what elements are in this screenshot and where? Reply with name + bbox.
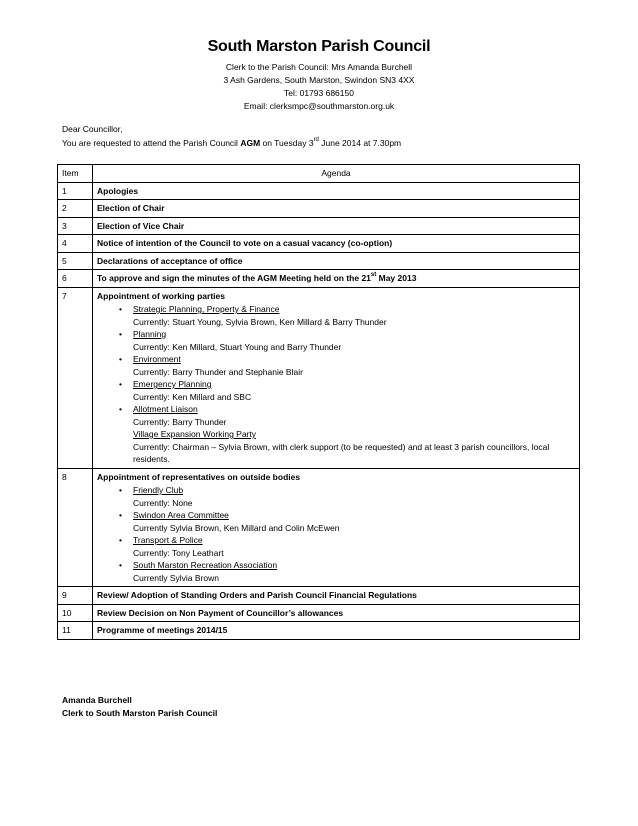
- letterhead: [0, 38, 638, 113]
- list-item: [97, 403, 575, 428]
- agenda-item: [93, 200, 580, 218]
- list-item-title: Strategic Planning, Property & Finance: [133, 304, 280, 314]
- list-item-detail: Currently: Ken Millard, Stuart Young and Barry Thunder: [133, 341, 342, 352]
- list-item: [97, 559, 575, 584]
- list-item-title: Emergency Planning: [133, 379, 212, 389]
- item-number: 2: [58, 200, 93, 218]
- item-number: 11: [58, 622, 93, 640]
- agenda-item: [93, 287, 580, 468]
- bullet-list: [97, 303, 575, 466]
- agenda-table: [57, 164, 580, 640]
- agenda-item: [93, 235, 580, 253]
- meeting-request: You are requested to attend the Parish Council AGM on Tuesday 3rd June 2014 at 7.30pm: [62, 137, 402, 148]
- bullet-icon: •: [119, 404, 122, 414]
- list-item: [97, 353, 575, 378]
- agenda-item-title: Election of Chair: [97, 203, 165, 213]
- item-number: 9: [58, 587, 93, 605]
- list-item-detail: Currently Sylvia Brown, Ken Millard and Colin McEwen: [133, 522, 340, 533]
- item-number: 1: [58, 182, 93, 200]
- agenda-item: [93, 587, 580, 605]
- signature-block: [62, 694, 217, 720]
- col-item-header: Item: [58, 165, 93, 183]
- item-number: 8: [58, 468, 93, 587]
- list-item: [97, 509, 575, 534]
- list-item-title: Environment: [133, 354, 181, 364]
- agenda-item-title: Programme of meetings 2014/15: [97, 625, 228, 635]
- item-number: 10: [58, 604, 93, 622]
- table-row: [58, 270, 580, 288]
- tel-line: Tel: 01793 686150: [284, 88, 354, 98]
- signature-role: Clerk to South Marston Parish Council: [62, 708, 218, 718]
- email-line: Email: clerksmpc@southmarston.org.uk: [243, 101, 395, 111]
- agenda-item: [93, 604, 580, 622]
- agenda-item-title: Notice of intention of the Council to vote on a casual vacancy (co-option): [97, 238, 393, 248]
- list-item: [97, 378, 575, 403]
- table-row: [58, 604, 580, 622]
- agenda-item-title: Appointment of representatives on outside bodies: [97, 471, 301, 482]
- item-number: 5: [58, 252, 93, 270]
- signature-name: Amanda Burchell: [62, 695, 132, 705]
- bullet-icon: •: [119, 560, 122, 570]
- agenda-item: [93, 468, 580, 587]
- list-item-detail: Currently Sylvia Brown: [133, 572, 219, 583]
- agenda-item-title: Election of Vice Chair: [97, 220, 185, 231]
- list-item-title: Swindon Area Committee: [133, 510, 229, 520]
- list-item-title: Friendly Club: [133, 485, 184, 495]
- agenda-body: [58, 182, 580, 639]
- agenda-item-title: Appointment of working parties: [97, 290, 225, 301]
- table-row: [58, 182, 580, 200]
- list-item: [97, 534, 575, 559]
- list-item-title: Planning: [133, 329, 167, 339]
- agenda-item-title: Declarations of acceptance of office: [97, 255, 243, 266]
- agenda-item: [93, 217, 580, 235]
- table-row: [58, 287, 580, 468]
- clerk-line: Clerk to the Parish Council: Mrs Amanda Burchell: [225, 62, 413, 72]
- item-number: 6: [58, 270, 93, 288]
- list-item: [97, 484, 575, 509]
- table-row: [58, 622, 580, 640]
- list-item-detail: Currently: Tony Leathart: [133, 547, 224, 558]
- item-number: 3: [58, 217, 93, 235]
- bullet-list: [97, 484, 575, 584]
- address-line: 3 Ash Gardens, South Marston, Swindon SN3 4XX: [223, 75, 415, 85]
- item-number: 4: [58, 235, 93, 253]
- council-title: South Marston Parish Council: [207, 38, 431, 55]
- agenda-item: [93, 252, 580, 270]
- table-row: [58, 587, 580, 605]
- bullet-icon: •: [119, 354, 122, 364]
- col-agenda-header: Agenda: [93, 165, 580, 183]
- agenda-item-title: Review/ Adoption of Standing Orders and Parish Council Financial Regulations: [97, 590, 417, 600]
- table-row: [58, 217, 580, 235]
- bullet-icon: •: [119, 535, 122, 545]
- table-row: [58, 200, 580, 218]
- list-item-title: South Marston Recreation Association: [133, 560, 278, 570]
- agenda-item-title: Review Decision on Non Payment of Councillor’s allowances: [97, 607, 344, 618]
- list-item-title: Transport & Police: [133, 535, 203, 545]
- table-row: [58, 468, 580, 587]
- item-number: 7: [58, 287, 93, 468]
- list-item: [97, 303, 575, 328]
- list-item-detail: Currently: Barry Thunder and Stephanie Blair: [133, 366, 303, 377]
- list-item: [97, 328, 575, 353]
- bullet-icon: •: [119, 510, 122, 520]
- bullet-icon: •: [119, 379, 122, 389]
- list-item-detail: Currently: Ken Millard and SBC: [133, 391, 252, 402]
- bullet-icon: •: [119, 329, 122, 339]
- bullet-icon: •: [119, 485, 122, 495]
- list-item-title: Allotment Liaison: [133, 404, 198, 414]
- agenda-item: [93, 182, 580, 200]
- table-row: [58, 235, 580, 253]
- intro: [62, 122, 401, 150]
- list-item-detail: Currently: None: [133, 497, 193, 508]
- list-item-title: Village Expansion Working Party: [133, 429, 257, 439]
- agenda-item: [93, 622, 580, 640]
- table-header-row: [58, 165, 580, 183]
- agenda-item-title: Apologies: [97, 185, 139, 196]
- greeting: Dear Councillor,: [62, 124, 123, 134]
- table-row: [58, 252, 580, 270]
- bullet-icon: •: [119, 304, 122, 314]
- list-item-detail: Currently: Chairman – Sylvia Brown, with clerk support (to be requested) and at least 3 parish councillors, local residents.: [133, 441, 550, 464]
- list-item-detail: Currently: Barry Thunder: [133, 416, 227, 427]
- agenda-item: To approve and sign the minutes of the AGM Meeting held on the 21st May 2013: [93, 270, 580, 288]
- list-item: [97, 428, 575, 466]
- list-item-detail: Currently: Stuart Young, Sylvia Brown, Ken Millard & Barry Thunder: [133, 316, 387, 327]
